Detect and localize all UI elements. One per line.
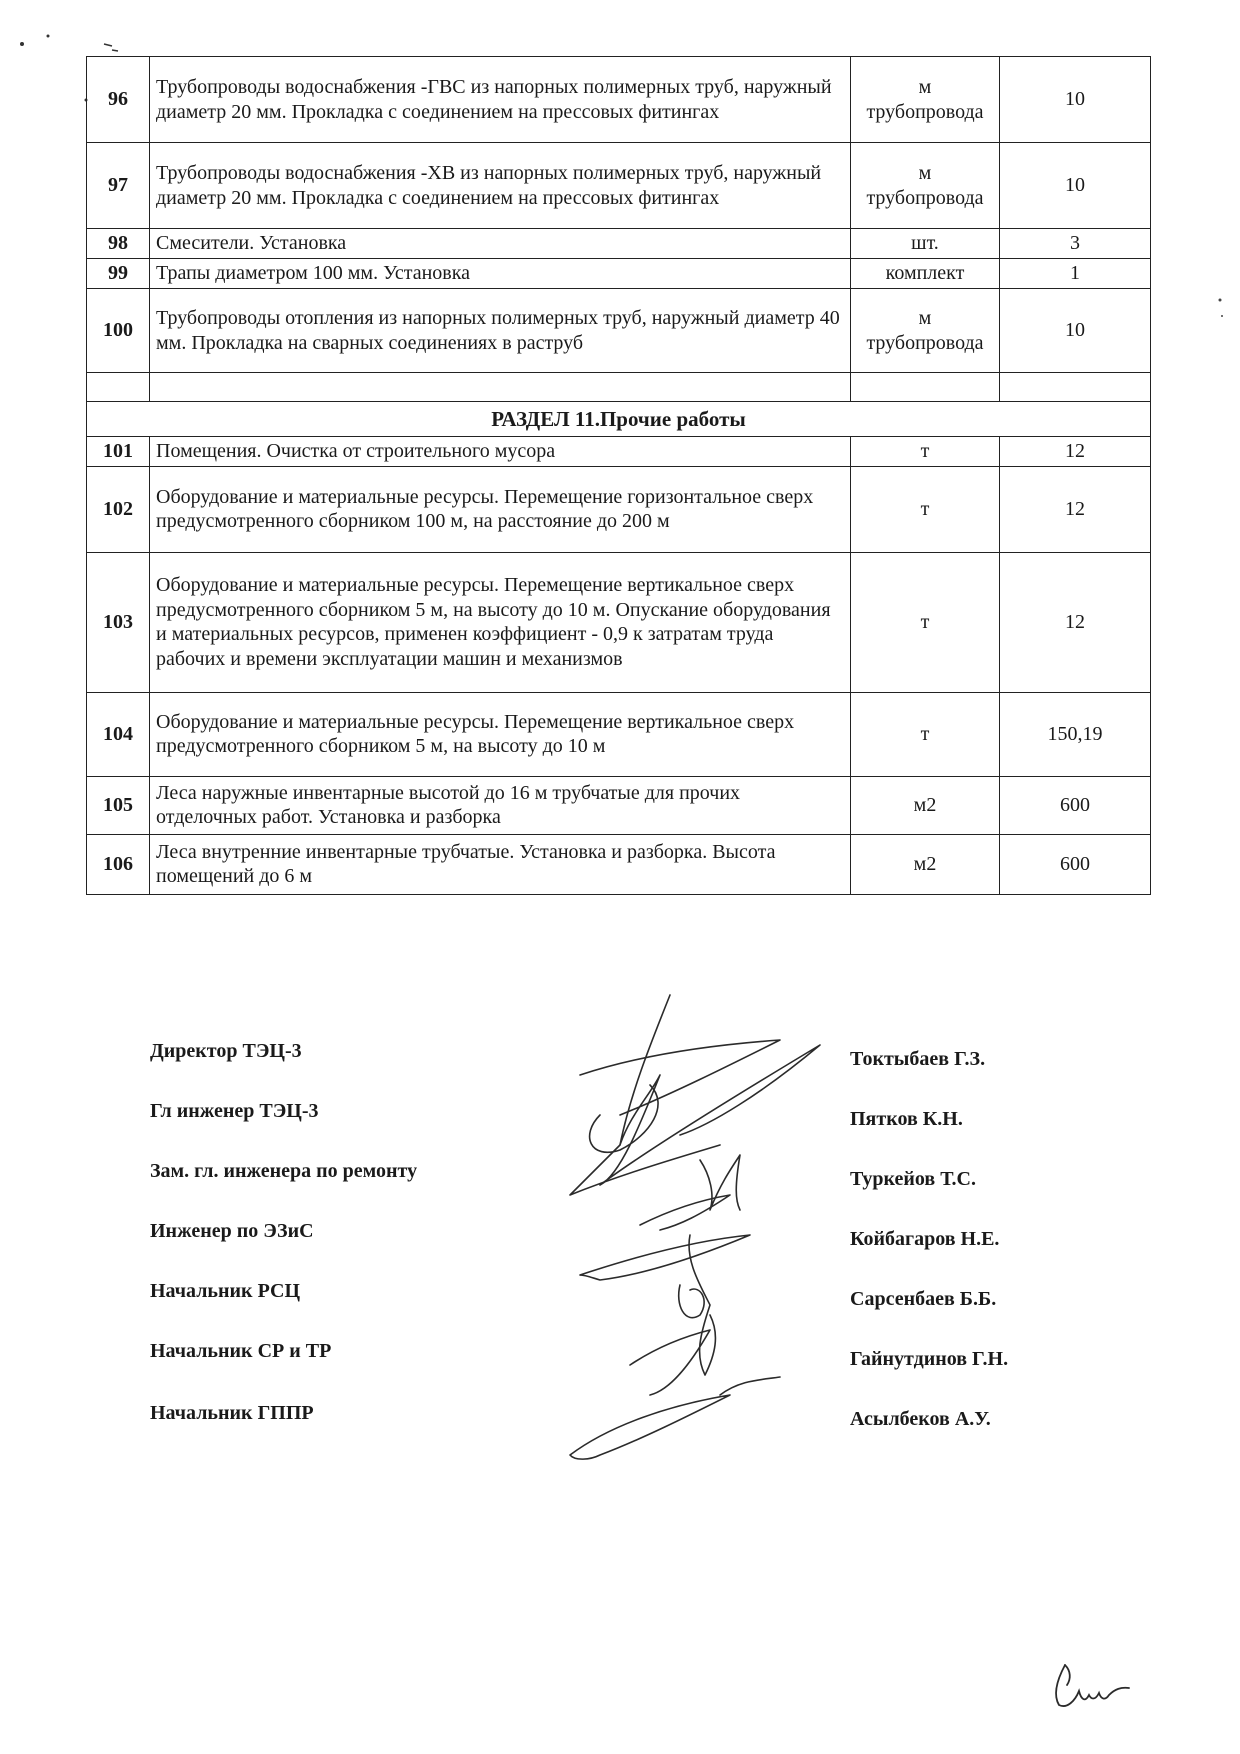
empty-cell <box>87 373 150 402</box>
row-quantity: 10 <box>1000 143 1151 229</box>
unit-line-1: м <box>918 161 932 184</box>
row-quantity: 150,19 <box>1000 692 1151 776</box>
table-row <box>87 259 1151 289</box>
empty-cell <box>851 373 1000 402</box>
row-unit: м2 <box>851 776 1000 834</box>
signatory-name: Сарсенбаев Б.Б. <box>850 1288 997 1310</box>
table-row <box>87 143 1151 229</box>
signatory-name: Туркейов Т.С. <box>850 1168 976 1190</box>
row-description: Трубопроводы водоснабжения -ГВС из напорных полимерных труб, наружный диаметр 20 мм. Прокладка с соединением на прессовых фитингах <box>150 57 851 143</box>
row-quantity: 12 <box>1000 437 1151 467</box>
row-number: 106 <box>87 834 150 894</box>
table-row <box>87 834 1151 894</box>
unit-line-2: трубопровода <box>866 331 984 354</box>
table-row <box>87 289 1151 373</box>
unit-line-1: шт. <box>911 232 939 255</box>
row-number: 100 <box>87 289 150 373</box>
row-unit: м2 <box>851 834 1000 894</box>
table-row <box>87 692 1151 776</box>
section-header-row <box>87 402 1151 437</box>
row-unit <box>851 229 1000 259</box>
table-row <box>87 466 1151 552</box>
row-number: 101 <box>87 437 150 467</box>
row-unit <box>851 143 1000 229</box>
row-description: Оборудование и материальные ресурсы. Перемещение горизонтальное сверх предусмотренного сборником 100 м, на расстояние до 200 м <box>150 466 851 552</box>
row-description: Помещения. Очистка от строительного мусора <box>150 437 851 467</box>
row-description: Смесители. Установка <box>150 229 851 259</box>
signatory-role: Гл инженер ТЭЦ-3 <box>150 1100 319 1122</box>
row-description: Трубопроводы отопления из напорных полимерных труб, наружный диаметр 40 мм. Прокладка на сварных соединениях в раструб <box>150 289 851 373</box>
table-row <box>87 229 1151 259</box>
row-quantity: 3 <box>1000 229 1151 259</box>
handwritten-initials <box>1045 1655 1135 1715</box>
unit-line-2: трубопровода <box>866 186 984 209</box>
unit-line-1: м <box>918 306 932 329</box>
row-quantity: 10 <box>1000 289 1151 373</box>
row-quantity: 1 <box>1000 259 1151 289</box>
signatory-role: Начальник ГППР <box>150 1402 314 1424</box>
row-unit <box>851 259 1000 289</box>
row-quantity: 600 <box>1000 776 1151 834</box>
row-unit: т <box>851 466 1000 552</box>
row-number: 104 <box>87 692 150 776</box>
signatory-role: Зам. гл. инженера по ремонту <box>150 1160 418 1182</box>
row-unit: т <box>851 552 1000 692</box>
row-quantity: 600 <box>1000 834 1151 894</box>
row-number: 96 <box>87 57 150 143</box>
unit-line-2: трубопровода <box>866 100 984 123</box>
row-quantity: 12 <box>1000 466 1151 552</box>
empty-cell <box>150 373 851 402</box>
table-row <box>87 57 1151 143</box>
row-quantity: 10 <box>1000 57 1151 143</box>
row-number: 103 <box>87 552 150 692</box>
row-description: Леса внутренние инвентарные трубчатые. Установка и разборка. Высота помещений до 6 м <box>150 834 851 894</box>
row-description: Леса наружные инвентарные высотой до 16 м трубчатые для прочих отделочных работ. Установка и разборка <box>150 776 851 834</box>
row-quantity: 12 <box>1000 552 1151 692</box>
table-row <box>87 552 1151 692</box>
signatory-name: Койбагаров Н.Е. <box>850 1228 1000 1250</box>
row-number: 105 <box>87 776 150 834</box>
table-row <box>87 776 1151 834</box>
row-number: 98 <box>87 229 150 259</box>
signatory-name: Гайнутдинов Г.Н. <box>850 1348 1009 1370</box>
table-row-empty <box>87 373 1151 402</box>
row-description: Оборудование и материальные ресурсы. Перемещение вертикальное сверх предусмотренного сборником 5 м, на высоту до 10 м <box>150 692 851 776</box>
signatory-name: Пятков К.Н. <box>850 1108 963 1130</box>
signatory-role: Директор ТЭЦ-3 <box>150 1040 302 1062</box>
row-description: Оборудование и материальные ресурсы. Перемещение вертикальное сверх предусмотренного сборником 5 м, на высоту до 10 м. Опускание оборудования и материальных ресурсов, применен коэффициент - 0,9 к затратам труда рабочих и времени эксплуатации машин и механизмов <box>150 552 851 692</box>
row-unit: т <box>851 437 1000 467</box>
signatory-name: Токтыбаев Г.З. <box>850 1048 986 1070</box>
unit-line-1: комплект <box>885 262 965 285</box>
section-title: РАЗДЕЛ 11.Прочие работы <box>87 402 1151 437</box>
row-number: 97 <box>87 143 150 229</box>
row-unit: т <box>851 692 1000 776</box>
unit-line-1: м <box>918 75 932 98</box>
row-unit <box>851 57 1000 143</box>
row-description: Трубопроводы водоснабжения -ХВ из напорных полимерных труб, наружный диаметр 20 мм. Прокладка с соединением на прессовых фитингах <box>150 143 851 229</box>
works-table <box>86 56 1151 895</box>
row-description: Трапы диаметром 100 мм. Установка <box>150 259 851 289</box>
signatory-name: Асылбеков А.У. <box>850 1408 991 1430</box>
row-number: 102 <box>87 466 150 552</box>
handwritten-signatures <box>560 985 900 1485</box>
row-number: 99 <box>87 259 150 289</box>
signatory-role: Инженер по ЭЗиС <box>150 1220 314 1242</box>
row-unit <box>851 289 1000 373</box>
signatory-role: Начальник СР и ТР <box>150 1340 332 1362</box>
signatory-role: Начальник РСЦ <box>150 1280 301 1302</box>
empty-cell <box>1000 373 1151 402</box>
table-row <box>87 437 1151 467</box>
